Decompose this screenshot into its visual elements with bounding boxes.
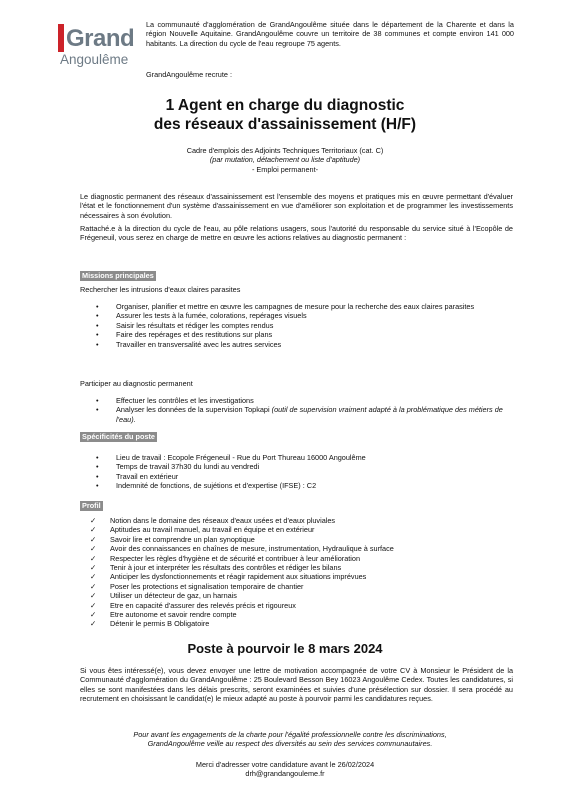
list-item: ✓ Aptitudes au travail manuel, au travail en équipe et en extérieur bbox=[90, 525, 315, 535]
contract-type: - Emploi permanent- bbox=[251, 164, 319, 174]
missions-list-2 bbox=[96, 396, 511, 424]
list-item: ✓ Détenir le permis B Obligatoire bbox=[90, 619, 210, 629]
job-title-line-2: des réseaux d'assainissement (H/F) bbox=[153, 116, 417, 133]
list-item: • Travail en extérieur bbox=[96, 471, 179, 481]
logo-accent-bar bbox=[58, 24, 64, 52]
bullet-icon: • bbox=[96, 453, 99, 462]
list-item: • Effectuer les contrôles et les investigations bbox=[96, 396, 254, 405]
list-item: ✓ Etre en capacité d'assurer des relevés précis et rigoureux bbox=[90, 600, 296, 610]
bullet-icon: • bbox=[96, 311, 99, 321]
list-item: • Indemnité de fonctions, de sujétions et d'expertise (IFSE) : C2 bbox=[96, 481, 317, 491]
bullet-icon: • bbox=[96, 471, 99, 481]
list-item: • Organiser, planifier et mettre en œuvre les campagnes de mesure pour la recherche des eaux claires parasites bbox=[96, 302, 475, 311]
list-item: ✓ Poser les protections et signalisation temporaire de chantier bbox=[90, 581, 304, 591]
bullet-icon: • bbox=[96, 396, 99, 405]
section-heading-missions: Missions principales bbox=[82, 271, 154, 280]
list-item: ✓ Savoir lire et comprendre un plan synoptique bbox=[90, 534, 255, 544]
job-title bbox=[70, 96, 500, 134]
checkmark-icon: ✓ bbox=[90, 581, 97, 591]
job-cadre bbox=[70, 146, 500, 174]
attachment-paragraph: Rattaché.e à la direction du cycle de l'eau, au pôle relations usagers, sous l'autorité du responsable du service situé à l'Ecopôle de Frégeneuil, vous serez en charge de mettre en œuvre les actions relatives au diagnostic permanent : bbox=[80, 224, 513, 243]
list-item: ✓ Anticiper les dysfonctionnements et réagir rapidement aux situations imprévues bbox=[90, 572, 367, 582]
checkmark-icon: ✓ bbox=[90, 572, 97, 582]
cadre-line: Cadre d'emplois des Adjoints Techniques Territoriaux (cat. C) bbox=[186, 146, 384, 155]
list-item: ✓ Notion dans le domaine des réseaux d'eaux usées et d'eaux pluviales bbox=[90, 516, 336, 525]
grandangouleme-logo bbox=[58, 24, 140, 86]
list-item: • Saisir les résultats et rédiger les comptes rendus bbox=[96, 320, 274, 330]
checkmark-icon: ✓ bbox=[90, 525, 97, 535]
bullet-icon: • bbox=[96, 339, 99, 349]
contact-email[interactable]: drh@grandangouleme.fr bbox=[245, 769, 325, 779]
bullet-icon: • bbox=[96, 481, 99, 491]
checkmark-icon: ✓ bbox=[90, 534, 97, 544]
missions-list-1 bbox=[96, 302, 511, 349]
recruitment-mode: (par mutation, détachement ou liste d'aptitude) bbox=[209, 155, 361, 165]
list-item: ✓ Utiliser un détecteur de gaz, un harnais bbox=[90, 591, 237, 601]
specificites-list bbox=[96, 453, 511, 491]
equality-statement bbox=[90, 730, 490, 749]
job-title-line-1: 1 Agent en charge du diagnostic bbox=[165, 97, 405, 114]
intro-paragraph: La communauté d'agglomération de GrandAngoulême située dans le département de la Charente et dans la région Nouvelle Aquitaine. GrandAngoulême couvre un territoire de 38 communes et compte environ 141 000 habitants. La direction du cycle de l'eau regroupe 75 agents. bbox=[146, 20, 514, 48]
checkmark-icon: ✓ bbox=[90, 544, 97, 554]
context-paragraph: Le diagnostic permanent des réseaux d'assainissement est l'ensemble des moyens et pratiques mis en œuvre permettant d'évaluer l'état et le fonctionnement d'un système d'assainissement en vue d'améliorer son exploitation et de programmer les investissements nécessaires à son évolution. bbox=[80, 192, 513, 220]
list-item: ✓ Etre autonome et savoir rendre compte bbox=[90, 610, 237, 620]
equality-line-1: Pour avant les engagements de la charte pour l'égalité professionnelle contre les discriminations, bbox=[133, 730, 447, 739]
checkmark-icon: ✓ bbox=[90, 553, 97, 563]
logo-word-grand: Grand bbox=[66, 25, 135, 52]
list-item: • Analyser les données de la supervision Topkapi (outil de supervision vraiment adapté à la problématique des métiers de l'eau). bbox=[96, 405, 503, 424]
checkmark-icon: ✓ bbox=[90, 600, 97, 610]
bullet-icon: • bbox=[96, 405, 99, 415]
recruits-line: GrandAngoulême recrute : bbox=[146, 70, 232, 79]
section-heading-specificites: Spécificités du poste bbox=[82, 432, 155, 441]
profil-list bbox=[90, 516, 505, 629]
list-item: • Travailler en transversalité avec les autres services bbox=[96, 339, 282, 349]
checkmark-icon: ✓ bbox=[90, 619, 97, 629]
section-heading-profil: Profil bbox=[82, 501, 101, 510]
checkmark-icon: ✓ bbox=[90, 591, 97, 601]
application-paragraph: Si vous êtes intéressé(e), vous devez envoyer une lettre de motivation accompagnée de votre CV à Monsieur le Président de la Communauté d'agglomération du GrandAngoulême : 25 Boulevard Besson Bey 16023 Angoulême Cedex. Toutes les candidatures, si elles se sont manifestées dans les délais prescrits, seront examinées et suivies d'une présélection sur dossier. Il sera procédé au recrutement en choisissant le candidat(e) le mieux adapté au poste à pourvoir parmi les candidatures reçues. bbox=[80, 666, 513, 704]
bullet-icon: • bbox=[96, 320, 99, 330]
logo-word-angouleme: Angoulême bbox=[60, 52, 129, 67]
bullet-icon: • bbox=[96, 330, 99, 340]
list-item: • Lieu de travail : Ecopole Frégeneuil - Rue du Port Thureau 16000 Angoulême bbox=[96, 453, 366, 462]
list-item: • Assurer les tests à la fumée, colorations, repérages visuels bbox=[96, 311, 307, 321]
checkmark-icon: ✓ bbox=[90, 563, 97, 573]
list-item: ✓ Tenir à jour et interpréter les résultats des contrôles et rédiger les bilans bbox=[90, 563, 342, 573]
bullet-icon: • bbox=[96, 302, 99, 311]
list-item: ✓ Respecter les règles d'hygiène et de sécurité et contribuer à leur amélioration bbox=[90, 553, 361, 563]
checkmark-icon: ✓ bbox=[90, 610, 97, 620]
equality-line-2: GrandAngoulême veille au respect des diversités au sein des services communautaires. bbox=[147, 739, 433, 749]
missions-subheading-2: Participer au diagnostic permanent bbox=[80, 379, 193, 388]
deadline-heading: Poste à pourvoir le 8 mars 2024 bbox=[187, 641, 383, 656]
list-item: ✓ Avoir des connaissances en chaînes de mesure, instrumentation, Hydraulique à surface bbox=[90, 544, 394, 554]
bullet-icon: • bbox=[96, 462, 99, 472]
checkmark-icon: ✓ bbox=[90, 516, 97, 525]
deadline-application-line: Merci d'adresser votre candidature avant le 26/02/2024 bbox=[195, 760, 375, 769]
missions-subheading-1: Rechercher les intrusions d'eaux claires parasites bbox=[80, 285, 241, 294]
list-item: • Temps de travail 37h30 du lundi au vendredi bbox=[96, 462, 260, 472]
list-item: • Faire des repérages et des restitutions sur plans bbox=[96, 330, 273, 340]
contact-block bbox=[70, 760, 500, 779]
